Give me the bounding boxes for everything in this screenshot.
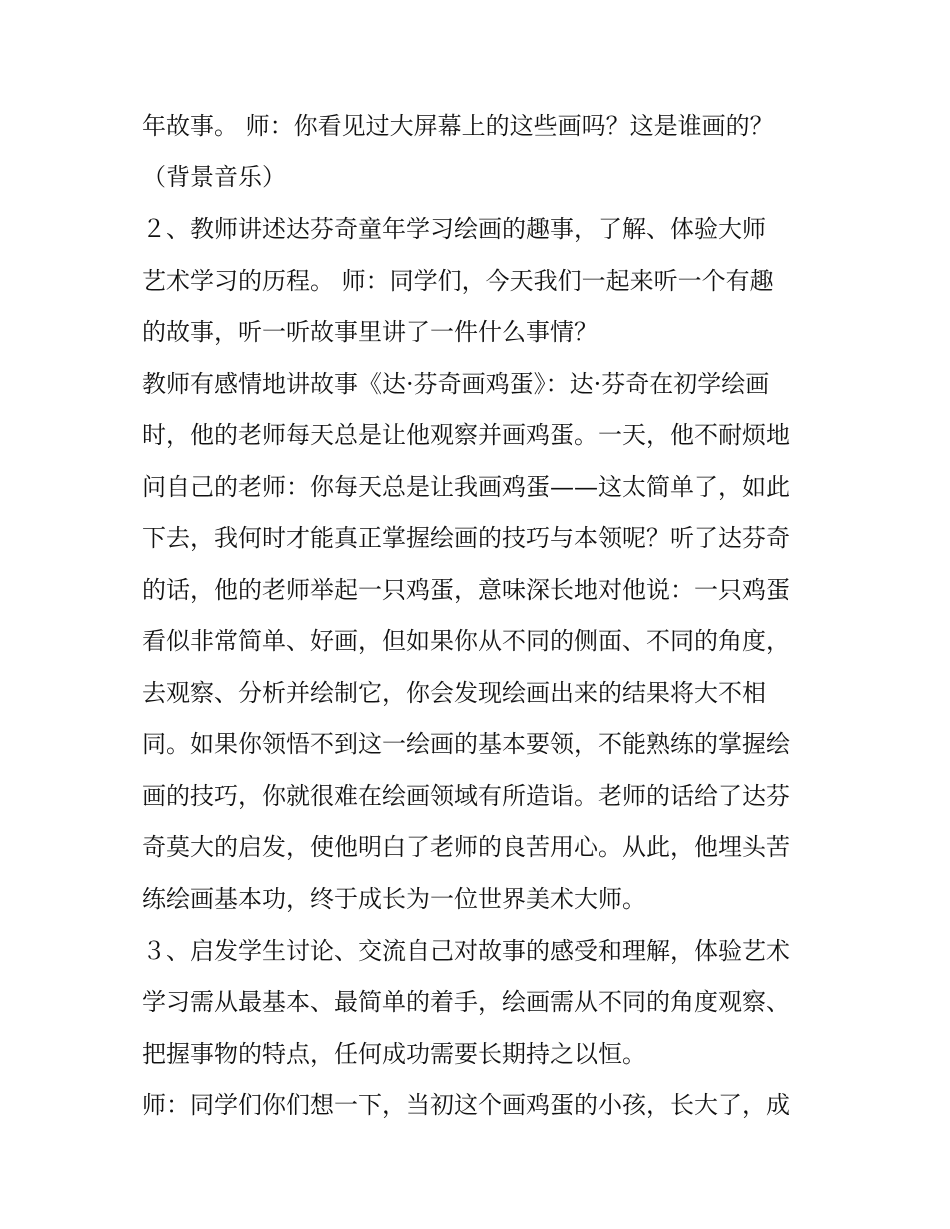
text-line: 问自己的老师：你每天总是让我画鸡蛋——这太简单了，如此: [142, 473, 790, 501]
text-line: 教师有感情地讲故事《达·芬奇画鸡蛋》：达·芬奇在初学绘画: [142, 370, 770, 398]
text-line: 时，他的老师每天总是让他观察并画鸡蛋。一天，他不耐烦地: [142, 421, 790, 449]
text-line: 练绘画基本功，终于成长为一位世界美术大师。: [142, 885, 646, 913]
text-line: ３、启发学生讨论、交流自己对故事的感受和理解，体验艺术: [142, 937, 790, 965]
text-line: ２、教师讲述达芬奇童年学习绘画的趣事，了解、体验大师: [142, 215, 766, 243]
text-line: 把握事物的特点，任何成功需要长期持之以恒。: [142, 1040, 646, 1068]
text-line: 师：同学们你们想一下，当初这个画鸡蛋的小孩，长大了，成: [142, 1091, 790, 1119]
text-line: 年故事。 师：你看见过大屏幕上的这些画吗？这是谁画的？: [142, 112, 774, 140]
text-line: 去观察、分析并绘制它，你会发现绘画出来的结果将大不相: [142, 679, 766, 707]
text-line: 的故事，听一听故事里讲了一件什么事情？: [142, 318, 598, 346]
text-line: 奇莫大的启发，使他明白了老师的良苦用心。从此，他埋头苦: [142, 833, 790, 861]
text-line: 看似非常简单、好画，但如果你从不同的侧面、不同的角度，: [142, 627, 790, 655]
text-line: 的话，他的老师举起一只鸡蛋，意味深长地对他说：一只鸡蛋: [142, 576, 790, 604]
text-line: （背景音乐）: [142, 163, 286, 191]
text-line: 学习需从最基本、最简单的着手，绘画需从不同的角度观察、: [142, 988, 790, 1016]
text-line: 画的技巧，你就很难在绘画领域有所造诣。老师的话给了达芬: [142, 782, 790, 810]
text-line: 下去，我何时才能真正掌握绘画的技巧与本领呢？听了达芬奇: [142, 524, 790, 552]
text-line: 艺术学习的历程。 师：同学们，今天我们一起来听一个有趣: [142, 267, 774, 295]
text-line: 同。如果你领悟不到这一绘画的基本要领，不能熟练的掌握绘: [142, 730, 790, 758]
